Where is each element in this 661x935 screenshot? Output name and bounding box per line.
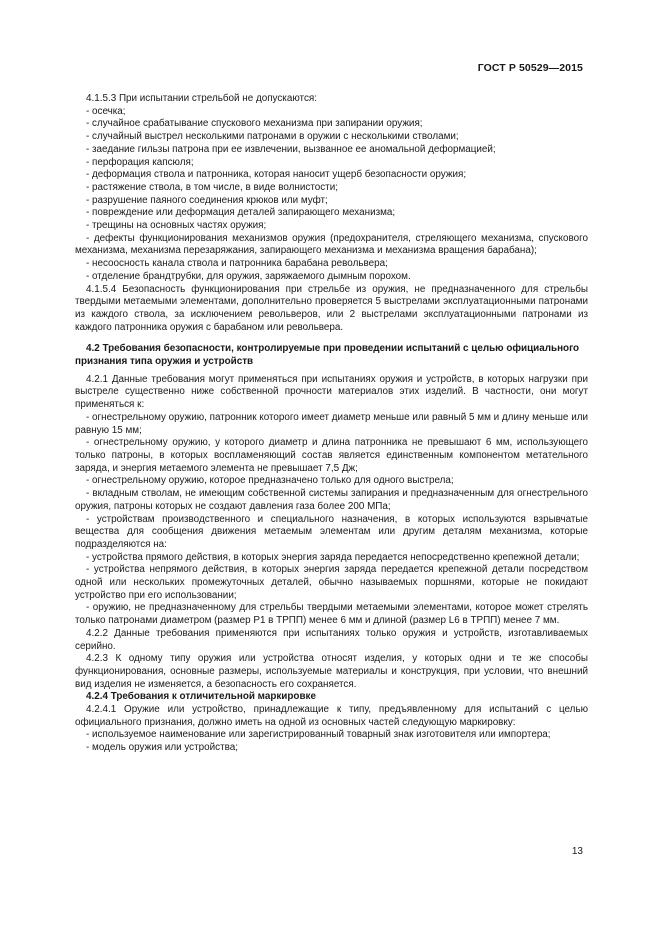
list-item: - трещины на основных частях оружия;	[86, 220, 267, 232]
list-item: - используемое наименование или зарегистрированный товарный знак изготовителя или импортера;	[86, 729, 551, 741]
list-item: - заедание гильзы патрона при ее извлечении, вызванное ее аномальной деформацией;	[86, 143, 496, 155]
standard-number: ГОСТ Р 50529—2015	[477, 62, 583, 74]
paragraph: 4.1.5.4 Безопасность функционирования при стрельбе из оружия, не предназначенного для стрельбы твердыми метаемыми элементами, дополнительно проверяется 5 выстрелами эксплуатационными патронами из каждого ствола, за исключением револьверов, или 2 выстрелами эксплуатационными патронами из каждого патронника оружия с барабаном или револьвера.	[75, 283, 588, 333]
list-item: - огнестрельному оружию, у которого диаметр и длина патронника не превышают 6 мм, использующего только патроны, в которых воспламеняющий состав является единственным компонентом метательного заряда, и энергия метаемого элемента не превышает 7,5 Дж;	[75, 437, 588, 474]
subsection-heading: 4.2.4 Требования к отличительной маркировке	[86, 691, 316, 703]
list-item: - деформация ствола и патронника, которая наносит ущерб безопасности оружия;	[86, 169, 467, 181]
list-item: - дефекты функционирования механизмов оружия (предохранителя, стреляющего механизма, спускового механизма, механизма перезаряжания, запирающего механизма и механизма вращения барабана);	[75, 232, 588, 257]
list-item: - осечка;	[86, 105, 126, 117]
list-item: - огнестрельному оружию, которое предназначено только для одного выстрела;	[86, 475, 454, 487]
list-item: - случайное срабатывание спускового механизма при запирании оружия;	[86, 118, 423, 130]
paragraph: 4.2.3 К одному типу оружия или устройства относят изделия, у которых одни и те же способы функционирования, основные размеры, используемые материалы и конструкция, при условии, что внешний вид изделия не изменяется, а безопасность его сохраняется.	[75, 653, 588, 690]
paragraph: 4.2.1 Данные требования могут применяться при испытаниях оружия и устройств, в которых нагрузки при выстреле существенно ниже собственной прочности материалов этих изделий. В частности, они могут применяться к:	[75, 373, 588, 411]
section-heading: 4.2 Требования безопасности, контролируемые при проведении испытаний с целью официального признания типа оружия и устройств	[75, 343, 580, 368]
list-item: - растяжение ствола, в том числе, в виде волнистости;	[86, 181, 338, 193]
list-item: - случайный выстрел несколькими патронами в оружии с несколькими стволами;	[86, 131, 459, 143]
list-item: - оружию, не предназначенному для стрельбы твердыми метаемыми элементами, которое может стрелять только патронами диаметром (размер P1 в ТРПП) менее 6 мм и длиной (размер L6 в ТРПП) менее 7 мм.	[75, 602, 588, 627]
list-item: - вкладным стволам, не имеющим собственной системы запирания и предназначенным для огнестрельного оружия, патроны которых не создают давления газа более 200 МПа;	[75, 488, 588, 512]
list-item: - модель оружия или устройства;	[86, 742, 238, 754]
paragraph: 4.2.4.1 Оружие или устройство, принадлежащие к типу, предъявленному для испытаний с целью официального признания, должно иметь на одной из основных частей следующую маркировку:	[75, 704, 588, 728]
list-item: - устройствам производственного и специального назначения, в которых используются взрывчатые вещества для сообщения движения метаемым элементам или другим деталям механизма, которые подразделяются на:	[75, 513, 588, 550]
list-item: - перфорация капсюля;	[86, 156, 194, 168]
list-item: - устройства непрямого действия, в которых энергия заряда передается крепежной детали посредством одной или нескольких промежуточных деталей, обычно называемых поршнями, которые не покидают устройство при его использовании;	[75, 564, 588, 601]
list-item: - повреждение или деформация деталей запирающего механизма;	[86, 207, 396, 219]
paragraph: 4.2.2 Данные требования применяются при испытаниях только оружия и устройств, изготавливаемых серийно.	[75, 627, 588, 652]
list-item: - огнестрельному оружию, патронник которого имеет диаметр меньше или равный 5 мм и длину меньше или равную 15 мм;	[75, 411, 588, 436]
paragraph: 4.1.5.3 При испытании стрельбой не допускаются:	[86, 93, 317, 104]
list-item: - разрушение паяного соединения крюков или муфт;	[86, 194, 328, 206]
list-item: - несоосность канала ствола и патронника барабана револьвера;	[86, 258, 388, 270]
document-body	[75, 93, 588, 755]
list-item: - устройства прямого действия, в которых энергия заряда передается непосредственно крепежной детали;	[86, 551, 580, 563]
list-item: - отделение брандтрубки, для оружия, заряжаемого дымным порохом.	[86, 270, 411, 282]
page-number: 13	[571, 846, 583, 857]
